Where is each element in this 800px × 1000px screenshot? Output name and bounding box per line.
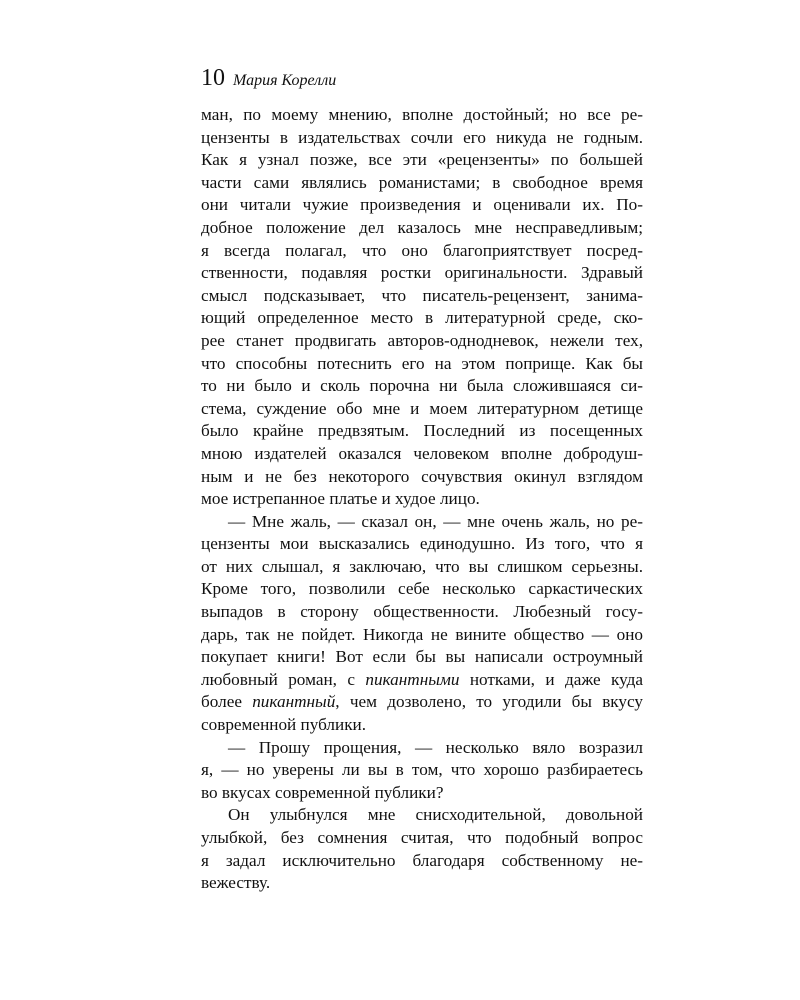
text-segment: что способны потеснить его на этом поприще. Как бы	[201, 353, 643, 373]
text-segment: я всегда полагал, что оно благоприятствует посред-	[201, 240, 643, 260]
text-line	[201, 578, 643, 601]
text-line	[201, 375, 643, 398]
text-segment: ман, по моему мнению, вполне достойный; но все ре-	[201, 105, 643, 124]
text-segment: дарь, так не пойдет. Никогда не вините общество — оно	[201, 624, 643, 644]
text-line	[201, 194, 643, 217]
text-segment: Как я узнал позже, все эти «рецензенты» по большей	[201, 150, 643, 170]
text-segment: я задал исключительно благодаря собственному не-	[201, 850, 643, 870]
text-segment: — Прошу прощения, — несколько вяло возразил	[228, 737, 643, 757]
page-header	[201, 64, 336, 95]
text-line	[201, 353, 643, 376]
text-segment: нотками, и даже куда	[459, 669, 643, 689]
text-line	[201, 443, 643, 466]
text-line	[201, 262, 643, 285]
text-segment: я, — но уверены ли вы в том, что хорошо разбираетесь	[201, 760, 643, 780]
text-line	[201, 398, 643, 421]
text-segment: было крайне предвзятым. Последний из посещенных	[201, 421, 643, 441]
text-segment: ственности, подавляя ростки оригинальности. Здравый	[201, 263, 643, 283]
text-segment: цензенты в издательствах сочли его никуда не годным.	[201, 127, 643, 147]
text-line	[201, 872, 643, 895]
text-segment: во вкусах современной публики?	[201, 782, 444, 802]
text-segment: мною издателей оказался человеком вполне добродуш-	[201, 443, 643, 463]
text-segment: , чем дозволено, то угодили бы вкусу	[335, 692, 644, 712]
text-segment: современной публики.	[201, 715, 367, 735]
italic-word: пикантный	[252, 692, 336, 712]
text-segment: части сами являлись романистами; в свободное время	[201, 172, 643, 192]
text-line	[201, 420, 643, 443]
text-line	[201, 782, 643, 805]
text-line	[201, 149, 643, 172]
text-line	[201, 466, 643, 489]
text-segment: более	[201, 692, 253, 712]
text-line	[201, 104, 643, 127]
text-line	[201, 240, 643, 263]
text-line	[201, 759, 643, 782]
text-line	[201, 307, 643, 330]
text-segment: мое истрепанное платье и худое лицо.	[201, 489, 480, 509]
text-segment: покупает книги! Вот если бы вы написали остроумный	[201, 647, 643, 667]
italic-word: пикантными	[365, 669, 460, 689]
text-line	[201, 488, 643, 511]
text-segment: Кроме того, позволили себе несколько саркастических	[201, 579, 643, 599]
text-segment: Он улыбнулся мне снисходительной, довольной	[228, 805, 643, 825]
text-segment: — Мне жаль, — сказал он, — мне очень жаль, но ре-	[228, 511, 643, 531]
text-line	[201, 646, 643, 669]
text-segment: то ни было и сколь порочна ни была сложившаяся си-	[201, 376, 643, 396]
text-line	[201, 691, 643, 714]
text-segment: они читали чужие произведения и оценивали их. По-	[201, 195, 643, 215]
text-segment: улыбкой, без сомнения считая, что подобный вопрос	[201, 828, 643, 847]
text-line	[201, 556, 643, 579]
text-line	[201, 330, 643, 353]
text-line	[201, 172, 643, 195]
text-line	[201, 511, 643, 534]
text-segment: рее станет продвигать авторов-однодневок, нежели тех,	[201, 330, 643, 350]
text-segment: выпадов в сторону общественности. Любезный госу-	[201, 602, 643, 622]
text-line	[201, 285, 643, 308]
body-text	[201, 104, 643, 895]
text-segment: от них слышал, я заключаю, что вы слишком серьезны.	[201, 556, 643, 576]
text-line	[201, 850, 643, 873]
text-segment: любовный роман, с	[201, 669, 366, 689]
text-segment: цензенты мои высказались единодушно. Из того, что я	[201, 534, 643, 554]
text-line	[201, 669, 643, 692]
text-segment: добное положение дел казалось мне несправедливым;	[201, 217, 643, 237]
text-line	[201, 737, 643, 760]
text-line	[201, 624, 643, 647]
text-line	[201, 714, 643, 737]
text-segment: вежеству.	[201, 873, 271, 893]
text-line	[201, 127, 643, 150]
text-segment: стема, суждение обо мне и моем литературном детище	[201, 398, 643, 418]
text-line	[201, 601, 643, 624]
running-title: Мария Корелли	[233, 72, 337, 89]
text-line	[201, 827, 643, 850]
text-segment: ным и не без некоторого сочувствия окинул взглядом	[201, 466, 643, 486]
page-number: 10	[201, 65, 225, 91]
text-segment: ющий определенное место в литературной среде, ско-	[201, 308, 643, 328]
text-line	[201, 533, 643, 556]
text-segment: смысл подсказывает, что писатель-рецензент, занима-	[201, 285, 643, 305]
text-line	[201, 217, 643, 240]
text-line	[201, 804, 643, 827]
